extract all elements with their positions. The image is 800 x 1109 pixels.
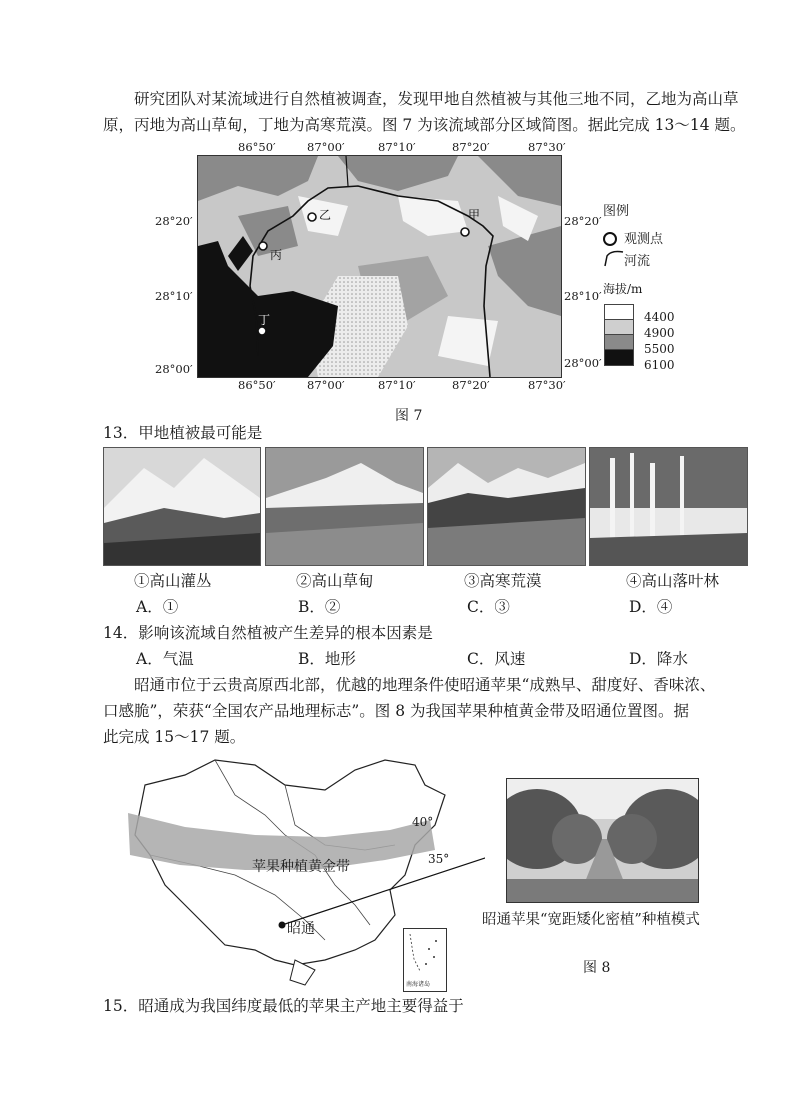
legend-elev-4900: 4900 [644, 326, 675, 340]
legend-box-4 [604, 349, 634, 366]
obs-point-jia [461, 228, 469, 236]
lon-tick-bottom: 87°20′ [452, 378, 490, 392]
photo-label-2: ②高山草甸 [296, 572, 374, 590]
inset-label: 南海诸岛 [406, 981, 431, 988]
lon-tick: 87°30′ [528, 140, 566, 154]
obs-point-yi [308, 213, 316, 221]
inset-dots [404, 929, 446, 979]
q14-option-d[interactable]: D．降水 [629, 650, 688, 668]
legend-elev-title: 海拔/m [603, 282, 643, 296]
orchard-caption: 昭通苹果“宽距矮化密植”种植模式 [482, 912, 700, 928]
lon-tick-bottom: 86°50′ [238, 378, 276, 392]
lon-tick: 87°00′ [307, 140, 345, 154]
lon-tick: 87°10′ [378, 140, 416, 154]
q13-stem: 13．甲地植被最可能是 [103, 424, 263, 442]
photo-desert-svg [428, 448, 585, 565]
legend-river-label: 河流 [624, 254, 651, 269]
photo-desert [427, 447, 586, 566]
intro2-line3: 此完成 15～17 题。 [103, 728, 246, 746]
q14-option-a[interactable]: A．气温 [136, 650, 194, 668]
q13-option-c[interactable]: C．③ [467, 598, 510, 616]
label-ding: 丁 [258, 313, 271, 327]
label-yi: 乙 [319, 208, 332, 222]
legend-elev-5500: 5500 [644, 342, 675, 356]
fig8-caption: 图 8 [583, 960, 611, 976]
orchard-photo [506, 778, 699, 903]
zhaotong-dot [279, 922, 286, 929]
lat-tick-left: 28°20′ [155, 214, 193, 228]
lon-tick-bottom: 87°10′ [378, 378, 416, 392]
photo-forest [589, 447, 748, 566]
fig7-caption: 图 7 [395, 408, 423, 424]
orchard-photo-svg [507, 779, 698, 902]
lat-tick-right: 28°10′ [564, 289, 602, 303]
lon-tick-bottom: 87°00′ [307, 378, 345, 392]
lat-tick-right: 28°00′ [564, 356, 602, 370]
lon-tick: 86°50′ [238, 140, 276, 154]
photo-meadow-svg [266, 448, 423, 565]
river-legend-icon [603, 248, 625, 268]
intro1-line1: 研究团队对某流域进行自然植被调查，发现甲地自然植被与其他三地不同，乙地为高山草 [134, 90, 739, 108]
lon-tick: 87°20′ [452, 140, 490, 154]
lat-tick-left: 28°00′ [155, 362, 193, 376]
intro1-line2: 原，丙地为高山草甸，丁地为高寒荒漠。图 7 为该流域部分区域简图。据此完成 13～14 题。 [103, 116, 746, 134]
intro2-line1: 昭通市位于云贵高原西北部，优越的地理条件使昭通苹果“成熟早、甜度好、香味浓、 [134, 676, 716, 694]
photo-label-3: ③高寒荒漠 [464, 572, 542, 590]
basin-map [197, 155, 562, 378]
q13-option-d[interactable]: D．④ [629, 598, 673, 616]
lat-tick-right: 28°20′ [564, 214, 602, 228]
q14-option-b[interactable]: B．地形 [298, 650, 356, 668]
obs-point-ding [258, 327, 266, 335]
legend-obs-label: 观测点 [624, 232, 664, 247]
photo-label-1: ①高山灌丛 [134, 572, 212, 590]
label-bing: 丙 [270, 248, 283, 262]
south-china-sea-inset [403, 928, 447, 992]
intro2-line2: 口感脆”，荣获“全国农产品地理标志”。图 8 为我国苹果种植黄金带及昭通位置图。据 [103, 702, 689, 720]
lat-tick-left: 28°10′ [155, 289, 193, 303]
lon-tick-bottom: 87°30′ [528, 378, 566, 392]
q13-option-a[interactable]: A．① [136, 598, 179, 616]
q14-option-c[interactable]: C．风速 [467, 650, 526, 668]
photo-forest-svg [590, 448, 747, 565]
lat-35-label: 35° [428, 852, 450, 866]
q13-option-b[interactable]: B．② [298, 598, 341, 616]
photo-shrub-svg [104, 448, 260, 565]
photo-label-4: ④高山落叶林 [626, 572, 720, 590]
zhaotong-label: 昭通 [287, 921, 315, 937]
legend-elev-4400: 4400 [644, 310, 675, 324]
obs-point-bing [259, 242, 267, 250]
terrain-map-svg [198, 156, 561, 377]
label-jia: 甲 [468, 208, 481, 222]
obs-point-legend-icon [603, 232, 617, 246]
q15-stem: 15．昭通成为我国纬度最低的苹果主产地主要得益于 [103, 997, 464, 1015]
lat-40-label: 40° [412, 815, 434, 829]
legend-title: 图例 [603, 204, 630, 219]
legend-elev-6100: 6100 [644, 358, 675, 372]
apple-belt-label: 苹果种植黄金带 [252, 859, 350, 875]
photo-shrub [103, 447, 261, 566]
photo-meadow [265, 447, 424, 566]
q14-stem: 14．影响该流域自然植被产生差异的根本因素是 [103, 624, 433, 642]
